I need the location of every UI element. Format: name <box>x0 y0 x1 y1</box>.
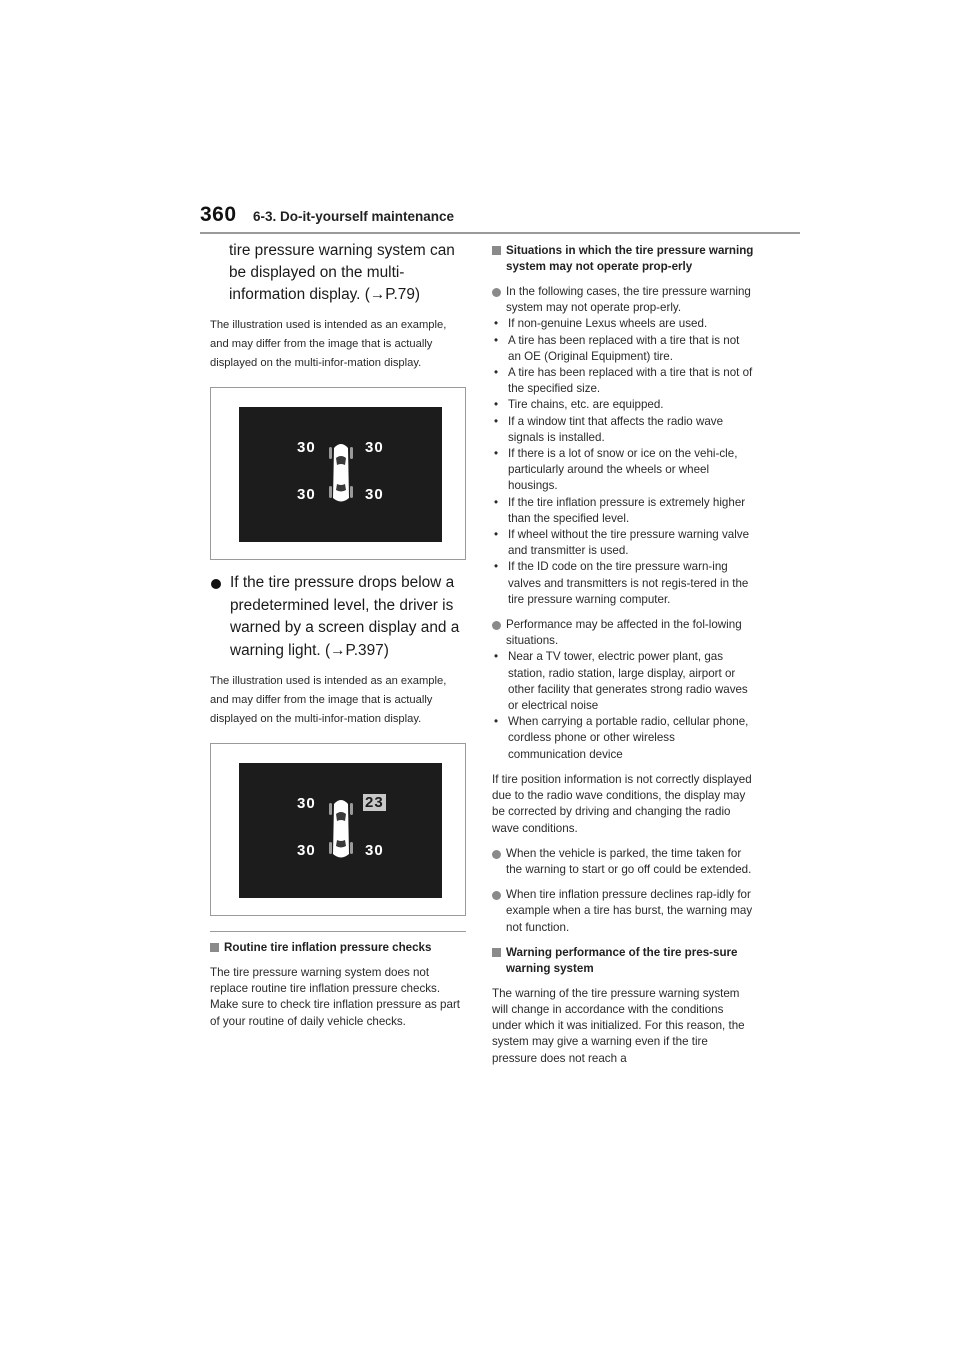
parked-item <box>492 846 754 878</box>
routine-checks-heading <box>210 940 468 956</box>
section-title: 6-3. Do-it-yourself maintenance <box>253 209 455 224</box>
circle-bullet-icon <box>492 850 501 859</box>
routine-checks-heading-text: Routine tire inflation pressure checks <box>224 941 432 954</box>
header-rule <box>200 232 800 234</box>
list-item-text: Near a TV tower, electric power plant, gas station, radio station, large display, airport or other facility that generates strong radio waves or electrical noise <box>508 650 748 713</box>
list-item-text: A tire has been replaced with a tire that is not of the specified size. <box>508 366 753 396</box>
circle-bullet-icon <box>492 621 501 630</box>
list-item: • If wheel without the tire pressure warning valve and transmitter is used. <box>492 527 754 559</box>
left-column <box>210 240 468 1030</box>
list-item-text: If the ID code on the tire pressure warn-ing valves and transmitters is not regis-tered in the tire pressure warning computer. <box>508 560 749 606</box>
cases-list <box>492 316 754 608</box>
multi-information-display-warning <box>239 763 442 898</box>
list-item-text: If wheel without the tire pressure warning valve and transmitter is used. <box>508 528 750 558</box>
front-right-pressure-warning: 23 <box>365 794 384 811</box>
right-column <box>492 243 754 1067</box>
list-item-text: If a window tint that affects the radio wave signals is installed. <box>508 414 724 444</box>
list-item-text: If the tire inflation pressure is extremely higher than the specified level. <box>508 495 746 525</box>
rear-right-pressure: 30 <box>365 486 384 503</box>
performance-list <box>492 649 754 762</box>
lead-continuation: tire pressure warning system can be displayed on the multi-information display. (→P.79) <box>229 242 455 303</box>
square-bullet-icon <box>492 246 501 255</box>
rear-right-pressure: 30 <box>365 842 384 859</box>
list-item: • If non-genuine Lexus wheels are used. <box>492 316 754 332</box>
rapid-decline-item <box>492 887 754 936</box>
tire-pressure-figure-warning <box>210 743 466 916</box>
performance-intro-item <box>492 617 754 649</box>
front-right-pressure: 30 <box>365 439 384 456</box>
bullet-dot-icon <box>211 579 221 589</box>
front-left-pressure: 30 <box>297 795 316 812</box>
list-item: • A tire has been replaced with a tire that is not an OE (Original Equipment) tire. <box>492 333 754 365</box>
tire-pressure-figure-normal <box>210 387 466 560</box>
list-item: • If the ID code on the tire pressure warn-ing valves and transmitters is not regis-tered in the tire pressure warning computer. <box>492 559 754 608</box>
rear-left-pressure: 30 <box>297 486 316 503</box>
list-item: • If a window tint that affects the radio wave signals is installed. <box>492 414 754 446</box>
position-info-text: If tire position information is not correctly displayed due to the radio wave conditions, the display may be corrected by driving and changing the radio wave conditions. <box>492 772 752 835</box>
illustration-note: The illustration used is intended as an example, and may differ from the image that is actually displayed on the multi-infor-mation display. <box>210 319 447 369</box>
parked-text: When the vehicle is parked, the time taken for the warning to start or go off could be extended. <box>506 846 752 876</box>
bullet-text: If the tire pressure drops below a predetermined level, the driver is warned by a screen display and a warning light. (→P.397) <box>230 574 460 659</box>
list-item: • Near a TV tower, electric power plant, gas station, radio station, large display, airport or other facility that generates strong radio waves or electrical noise <box>492 649 754 714</box>
list-item: • If the tire inflation pressure is extremely higher than the specified level. <box>492 495 754 527</box>
list-item: • If there is a lot of snow or ice on the vehi-cle, particularly around the wheels or wheel housings. <box>492 446 754 495</box>
list-item-text: A tire has been replaced with a tire that is not an OE (Original Equipment) tire. <box>508 333 740 363</box>
cases-intro-text: In the following cases, the tire pressure warning system may not operate prop-erly. <box>506 285 751 315</box>
list-item: • When carrying a portable radio, cellular phone, cordless phone or other wireless communication device <box>492 714 754 763</box>
list-item: • A tire has been replaced with a tire that is not of the specified size. <box>492 365 754 397</box>
list-item: • Tire chains, etc. are equipped. <box>492 397 754 413</box>
list-item-text: If there is a lot of snow or ice on the vehi-cle, particularly around the wheels or wheel housings. <box>508 447 738 493</box>
list-item-text: Tire chains, etc. are equipped. <box>508 398 664 412</box>
rear-left-pressure: 30 <box>297 842 316 859</box>
lead-bullet-warning <box>210 572 468 662</box>
warning-performance-heading <box>492 945 754 977</box>
vehicle-top-view-icon <box>328 794 354 864</box>
warning-performance-heading-text: Warning performance of the tire pres-sure warning system <box>506 945 738 975</box>
illustration-note-2: The illustration used is intended as an example, and may differ from the image that is actually displayed on the multi-infor-mation display. <box>210 675 447 725</box>
circle-bullet-icon <box>492 288 501 297</box>
multi-information-display <box>239 407 442 542</box>
list-item-text: When carrying a portable radio, cellular phone, cordless phone or other wireless communication device <box>508 715 749 761</box>
vehicle-top-view-icon <box>328 438 354 508</box>
page-number: 360 <box>200 203 237 226</box>
situations-heading <box>492 243 754 275</box>
square-bullet-icon <box>492 948 501 957</box>
routine-checks-text: The tire pressure warning system does not replace routine tire inflation pressure checks. Make sure to check tire inflation pressure as part of your routine of daily vehicle checks. <box>210 966 461 1028</box>
warning-performance-text: The warning of the tire pressure warning system will change in accordance with the conditions under which it was initialized. For this reason, the system may give a warning even if the tire pressure does not reach a <box>492 986 745 1065</box>
performance-intro-text: Performance may be affected in the fol-lowing situations. <box>506 618 742 648</box>
list-item-text: If non-genuine Lexus wheels are used. <box>508 317 708 331</box>
circle-bullet-icon <box>492 891 501 900</box>
front-left-pressure: 30 <box>297 439 316 456</box>
square-bullet-icon <box>210 943 219 952</box>
rapid-decline-text: When tire inflation pressure declines rap-idly for example when a tire has burst, the warning may not function. <box>506 888 753 934</box>
situations-heading-text: Situations in which the tire pressure warning system may not operate prop-erly <box>506 244 754 273</box>
cases-intro-item <box>492 284 754 316</box>
